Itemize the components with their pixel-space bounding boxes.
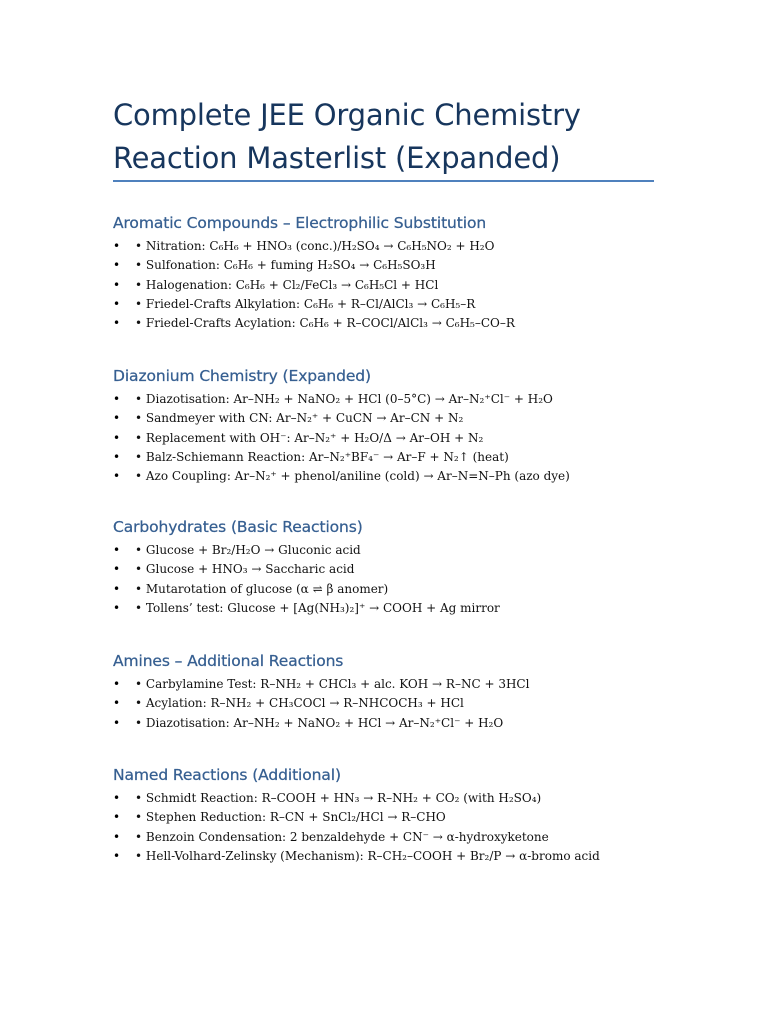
section-diazonium-chemistry xyxy=(113,366,673,486)
list-item xyxy=(113,276,673,295)
list-item-text: • Schmidt Reaction: R–COOH + HN₃ → R–NH₂ + CO₂ (with H₂SO₄) xyxy=(135,791,542,805)
section-carbohydrates xyxy=(113,517,673,618)
list-item xyxy=(113,580,673,599)
section-heading: Carbohydrates (Basic Reactions) xyxy=(113,518,363,536)
bullet-icon: • xyxy=(113,411,121,426)
bullet-icon: • xyxy=(113,469,121,484)
list-item-text: • Sandmeyer with CN: Ar–N₂⁺ + CuCN → Ar–CN + N₂ xyxy=(135,411,464,426)
section-amines xyxy=(113,651,673,733)
list-item-text: • Acylation: R–NH₂ + CH₃COCl → R–NHCOCH₃ + HCl xyxy=(135,696,464,711)
list-item xyxy=(113,560,673,579)
list-item xyxy=(113,694,673,713)
title-line-2: Reaction Masterlist (Expanded) xyxy=(113,141,561,175)
section-aromatic-compounds xyxy=(113,213,673,333)
bullet-icon: • xyxy=(113,791,121,805)
bullet-icon: • xyxy=(113,562,121,577)
list-item xyxy=(113,295,673,314)
title-divider xyxy=(113,180,654,182)
list-item-text: • Friedel-Crafts Acylation: C₆H₆ + R–COCl/AlCl₃ → C₆H₅–CO–R xyxy=(135,316,515,331)
list-item-text: • Tollens’ test: Glucose + [Ag(NH₃)₂]⁺ → COOH + Ag mirror xyxy=(135,600,500,615)
reaction-list xyxy=(113,789,673,866)
reaction-list xyxy=(113,237,673,333)
bullet-icon: • xyxy=(113,677,121,691)
list-item xyxy=(113,599,673,618)
list-item xyxy=(113,314,673,333)
list-item xyxy=(113,847,673,866)
list-item xyxy=(113,467,673,486)
list-item-text: • Balz-Schiemann Reaction: Ar–N₂⁺BF₄⁻ → Ar–F + N₂↑ (heat) xyxy=(135,449,509,464)
section-heading: Named Reactions (Additional) xyxy=(113,766,341,784)
list-item-text: • Stephen Reduction: R–CN + SnCl₂/HCl → R–CHO xyxy=(135,810,446,825)
list-item xyxy=(113,714,673,733)
list-item xyxy=(113,541,673,560)
list-item xyxy=(113,828,673,847)
list-item xyxy=(113,675,673,694)
bullet-icon: • xyxy=(113,810,121,825)
section-heading: Amines – Additional Reactions xyxy=(113,652,344,670)
list-item-text: • Benzoin Condensation: 2 benzaldehyde + CN⁻ → α-hydroxyketone xyxy=(135,829,549,844)
list-item-text: • Glucose + Br₂/H₂O → Gluconic acid xyxy=(135,543,361,557)
bullet-icon: • xyxy=(113,258,121,273)
reaction-list xyxy=(113,541,673,618)
bullet-icon: • xyxy=(113,715,121,730)
section-named-reactions xyxy=(113,765,673,866)
list-item xyxy=(113,448,673,467)
title-line-1: Complete JEE Organic Chemistry xyxy=(113,98,581,132)
list-item-text: • Mutarotation of glucose (α ⇌ β anomer) xyxy=(135,581,389,596)
page-title xyxy=(113,94,673,180)
list-item-text: • Glucose + HNO₃ → Saccharic acid xyxy=(135,562,355,577)
list-item xyxy=(113,390,673,409)
list-item-text: • Azo Coupling: Ar–N₂⁺ + phenol/aniline (cold) → Ar–N=N–Ph (azo dye) xyxy=(135,469,570,484)
reaction-list xyxy=(113,675,673,733)
bullet-icon: • xyxy=(113,277,121,292)
bullet-icon: • xyxy=(113,696,121,711)
list-item xyxy=(113,808,673,827)
list-item xyxy=(113,429,673,448)
bullet-icon: • xyxy=(113,316,121,331)
bullet-icon: • xyxy=(113,829,121,844)
list-item xyxy=(113,409,673,428)
list-item xyxy=(113,256,673,275)
bullet-icon: • xyxy=(113,848,121,863)
reaction-list xyxy=(113,390,673,486)
list-item-text: • Sulfonation: C₆H₆ + fuming H₂SO₄ → C₆H₅SO₃H xyxy=(135,258,436,273)
bullet-icon: • xyxy=(113,239,121,253)
bullet-icon: • xyxy=(113,581,121,596)
bullet-icon: • xyxy=(113,296,121,311)
bullet-icon: • xyxy=(113,449,121,464)
list-item-text: • Replacement with OH⁻: Ar–N₂⁺ + H₂O/Δ → Ar–OH + N₂ xyxy=(135,430,484,445)
list-item-text: • Carbylamine Test: R–NH₂ + CHCl₃ + alc. KOH → R–NC + 3HCl xyxy=(135,677,530,691)
list-item-text: • Hell-Volhard-Zelinsky (Mechanism): R–CH₂–COOH + Br₂/P → α-bromo acid xyxy=(135,848,600,863)
list-item-text: • Diazotisation: Ar–NH₂ + NaNO₂ + HCl (0–5°C) → Ar–N₂⁺Cl⁻ + H₂O xyxy=(135,392,553,406)
list-item-text: • Friedel-Crafts Alkylation: C₆H₆ + R–Cl/AlCl₃ → C₆H₅–R xyxy=(135,296,476,311)
section-heading: Diazonium Chemistry (Expanded) xyxy=(113,367,371,385)
bullet-icon: • xyxy=(113,543,121,557)
list-item xyxy=(113,237,673,256)
list-item-text: • Nitration: C₆H₆ + HNO₃ (conc.)/H₂SO₄ → C₆H₅NO₂ + H₂O xyxy=(135,239,495,253)
list-item-text: • Diazotisation: Ar–NH₂ + NaNO₂ + HCl → Ar–N₂⁺Cl⁻ + H₂O xyxy=(135,715,504,730)
list-item xyxy=(113,789,673,808)
bullet-icon: • xyxy=(113,430,121,445)
section-heading: Aromatic Compounds – Electrophilic Substitution xyxy=(113,214,487,232)
list-item-text: • Halogenation: C₆H₆ + Cl₂/FeCl₃ → C₆H₅Cl + HCl xyxy=(135,277,439,292)
bullet-icon: • xyxy=(113,600,121,615)
bullet-icon: • xyxy=(113,392,121,406)
